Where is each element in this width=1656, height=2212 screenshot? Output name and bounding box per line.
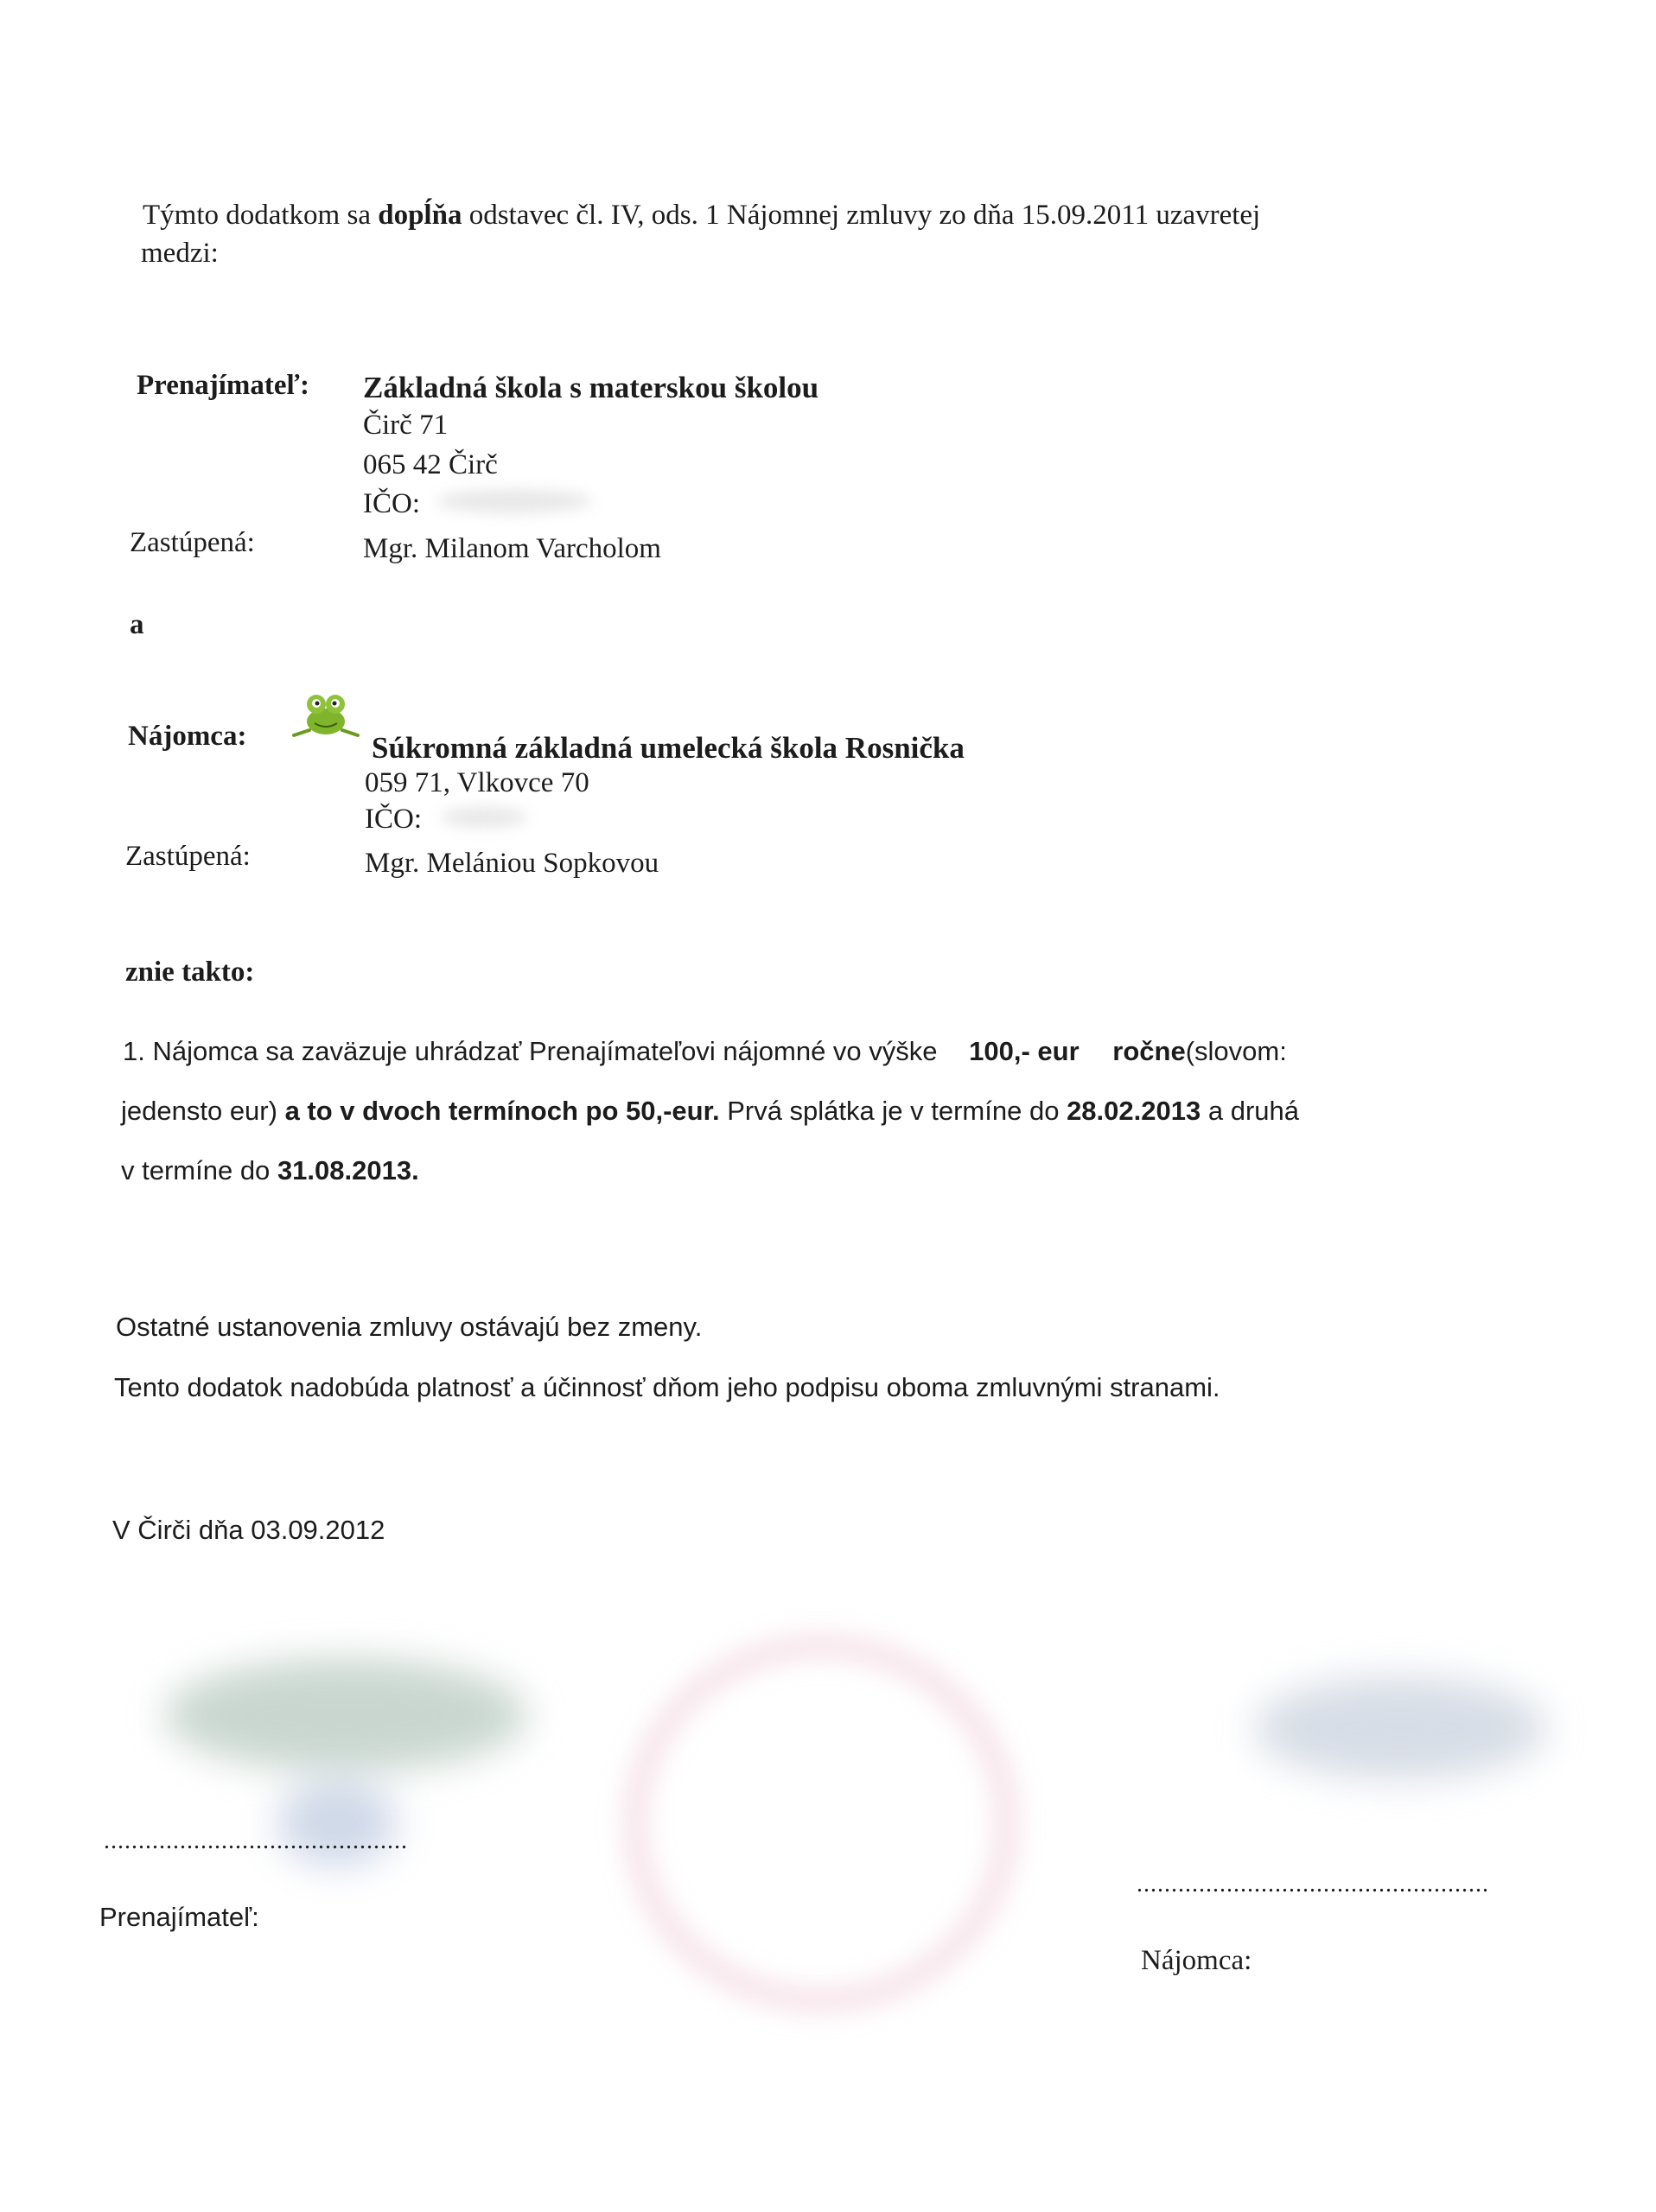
tenant-rep: Mgr. Melániou Sopkovou xyxy=(365,848,659,879)
landlord-rep: Mgr. Milanom Varcholom xyxy=(363,533,661,564)
clause-installments: a to v dvoch termínoch po 50,-eur. xyxy=(284,1096,720,1126)
official-stamp xyxy=(622,1633,1020,2013)
tenant-ico-label: IČO: xyxy=(365,804,422,835)
closing-line-1: Ostatné ustanovenia zmluvy ostávajú bez zmeny. xyxy=(116,1312,703,1342)
intro-line-1 xyxy=(143,197,1260,233)
clause-second-due-text: v termíne do xyxy=(121,1155,271,1185)
tenant-rep-label: Zastúpená: xyxy=(125,841,251,872)
frog-logo-icon xyxy=(292,687,360,741)
tenant-signature xyxy=(1253,1676,1547,1780)
clause-period: ročne xyxy=(1112,1036,1186,1066)
intro-verb: dopĺňa xyxy=(378,200,462,231)
clause-second-text: a druhá xyxy=(1207,1096,1299,1126)
landlord-ico-label: IČO: xyxy=(363,488,420,519)
landlord-ico-redaction xyxy=(436,489,592,513)
clause-line-2 xyxy=(121,1093,1299,1129)
clause-amount: 100,- eur xyxy=(969,1036,1080,1066)
clause-second-due-date: 31.08.2013. xyxy=(277,1155,419,1185)
landlord-signature-label: Prenajímateľ: xyxy=(99,1902,259,1932)
tenant-signature-line: ................................................... xyxy=(1137,1871,1489,1897)
intro-text-cont: odstavec čl. IV, ods. 1 Nájomnej zmluvy zo dňa 15.09.2011 uzavretej xyxy=(468,200,1261,231)
tenant-address: 059 71, Vlkovce 70 xyxy=(365,767,589,798)
landlord-role-label: Prenajímateľ: xyxy=(137,370,309,401)
intro-line-2: medzi: xyxy=(141,238,219,269)
landlord-name: Základná škola s materskou školou xyxy=(363,371,819,404)
clause-words: jedensto eur) xyxy=(121,1096,277,1126)
conjunction: a xyxy=(130,609,144,640)
closing-line-2: Tento dodatok nadobúda platnosť a účinnosť dňom jeho podpisu oboma zmluvnými stranami. xyxy=(114,1372,1220,1402)
landlord-signature xyxy=(164,1659,527,1771)
landlord-rep-label: Zastúpená: xyxy=(130,527,255,558)
clause-line-1 xyxy=(123,1033,1287,1070)
place-date: V Čirči dňa 03.09.2012 xyxy=(112,1515,385,1545)
landlord-signature-line: ............................................ xyxy=(104,1827,408,1854)
tenant-signature-label: Nájomca: xyxy=(1141,1945,1252,1976)
clause-first-due-text: Prvá splátka je v termíne do xyxy=(727,1096,1060,1126)
section-heading: znie takto: xyxy=(125,957,255,988)
landlord-street: Čirč 71 xyxy=(363,410,449,441)
clause-first-due-date: 28.02.2013 xyxy=(1067,1096,1201,1126)
clause-line-3 xyxy=(121,1153,419,1189)
clause-words-open: (slovom: xyxy=(1185,1036,1287,1066)
clause-text: 1. Nájomca sa zaväzuje uhrádzať Prenajímateľovi nájomné vo výške xyxy=(123,1036,938,1066)
tenant-name: Súkromná základná umelecká škola Rosnička xyxy=(372,731,965,765)
intro-text: Týmto dodatkom sa xyxy=(143,200,371,231)
landlord-city: 065 42 Čirč xyxy=(363,449,498,480)
tenant-ico-redaction xyxy=(441,807,527,828)
tenant-role-label: Nájomca: xyxy=(128,721,247,752)
